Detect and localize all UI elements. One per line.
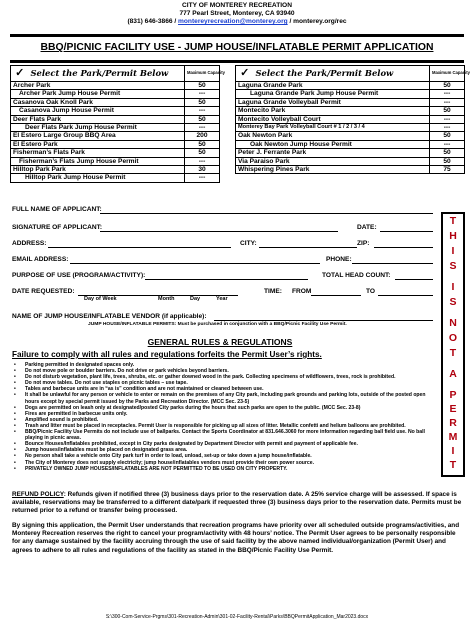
park-capacity: ---	[185, 107, 220, 115]
park-row[interactable]	[11, 132, 220, 140]
day-caption: Day	[190, 296, 201, 302]
park-capacity: 50	[430, 132, 465, 140]
park-row[interactable]	[11, 82, 220, 90]
rule-text: Do not disturb vegetation, plant life, trees, shrubs, etc. or gather downed wood in the park. Collecting specimens of wildflowers, trees, rock is prohibited.	[25, 374, 396, 381]
park-capacity: 50	[185, 98, 220, 106]
park-name: Via Paraiso Park	[236, 157, 430, 165]
select-park-label: Select the Park/Permit Below	[29, 66, 185, 82]
bullet-icon: •	[14, 453, 16, 460]
time-from-field[interactable]	[311, 295, 361, 296]
park-name: Montecito Park	[236, 107, 430, 115]
rule-text: PRIVATELY OWNED JUMP HOUSES/INFLATABLES ARE NOT PERMITTED TO BE USED ON CITY PROPERTY.	[25, 465, 288, 472]
banner-letter: N	[449, 317, 457, 329]
bullet-icon: •	[14, 429, 16, 436]
banner-letter: H	[449, 230, 457, 242]
rule-text: BBQ/Picnic Facility Use Permits do not include use of ballparks. Contact the Sports Coordinator at 831.646.3060 for more information regarding ball field use. No ball playing in picnic areas.	[25, 429, 425, 442]
park-row[interactable]	[11, 140, 220, 148]
park-capacity: ---	[430, 90, 465, 98]
park-row[interactable]	[11, 166, 220, 174]
org-contact	[0, 19, 474, 26]
park-row[interactable]	[236, 107, 465, 115]
park-row[interactable]	[236, 149, 465, 157]
email-label: EMAIL ADDRESS:	[12, 256, 69, 263]
total-head-label: TOTAL HEAD COUNT:	[322, 272, 391, 279]
park-row[interactable]	[236, 140, 465, 148]
park-row[interactable]	[11, 98, 220, 106]
park-row[interactable]	[11, 157, 220, 165]
park-capacity: ---	[185, 174, 220, 182]
signature-field[interactable]	[100, 231, 338, 232]
rule-text: Tables and barbecue units are in “as is” condition and are not maintained or cleaned between use.	[25, 386, 264, 393]
park-name: Monterey Bay Park Volleyball Court # 1 / 2 / 3 / 4	[236, 124, 430, 132]
table-header-row	[236, 66, 465, 82]
banner-letter: E	[449, 403, 457, 415]
purpose-label: PURPOSE OF USE (PROGRAM/ACTIVITY):	[12, 272, 146, 279]
banner-letter: T	[449, 215, 457, 227]
bullet-icon: •	[14, 410, 16, 417]
time-to-field[interactable]	[378, 295, 433, 296]
bullet-icon: •	[14, 368, 16, 375]
rule-text: Fires are permitted in barbecue units only.	[25, 410, 128, 417]
banner-letter: T	[449, 347, 457, 359]
signature-label: SIGNATURE OF APPLICANT:	[12, 224, 103, 231]
purpose-field[interactable]	[145, 279, 308, 280]
banner-letter: S	[449, 260, 457, 272]
banner-letter: I	[451, 445, 455, 457]
bullet-icon: •	[14, 392, 16, 399]
rule-text: Dogs are permitted on leash only at designated/posted City parks during the hours that such parks are open to the public. (MCC Sec. 23-8)	[25, 404, 361, 411]
park-name: Casanova Jump House Permit	[11, 107, 185, 115]
bullet-icon: •	[14, 362, 16, 368]
bullet-icon: •	[14, 447, 16, 454]
org-name: CITY OF MONTEREY RECREATION	[182, 2, 292, 9]
park-capacity: ---	[185, 124, 220, 132]
park-row[interactable]	[236, 90, 465, 98]
org-address: 777 Pearl Street, Monterey, CA 93940	[179, 10, 295, 17]
park-row[interactable]	[11, 149, 220, 157]
park-capacity: ---	[430, 124, 465, 132]
check-mark-icon: ✓	[11, 66, 29, 82]
banner-letter: O	[448, 332, 458, 344]
park-name: Archer Park Jump House Permit	[11, 90, 185, 98]
date-requested-label: DATE REQUESTED:	[12, 288, 75, 295]
park-name: El Estero Park	[11, 140, 185, 148]
bullet-icon: •	[14, 416, 16, 423]
park-name: Fisherman’s Flats Jump House Permit	[11, 157, 185, 165]
rule-text: Bounce Houses/Inflatables prohibited, except in City parks designated by Department Director with permit and payment of applicable fee.	[25, 441, 358, 448]
park-capacity: 75	[430, 166, 465, 174]
park-name: Hilltop Park Jump House Permit	[11, 174, 185, 182]
park-row[interactable]	[11, 115, 220, 123]
agreement-text: By signing this application, the Permit User understands that recreation programs have priority over all scheduled outside programs/activities, and Monterey Recreation reserves the right to cancel your program/activity with 48 hours’ notice. The Permit User agrees to be personally responsible for any damage sustained by the facility accruing through the use of said facility by the above named individual/organization (Permit User) and agrees to adhere to all rules and regulations of the facility as stated in the BBQ/Picnic Facility Use Permit.	[12, 522, 460, 554]
rule-item	[12, 392, 438, 404]
park-capacity: 50	[430, 157, 465, 165]
zip-label: ZIP:	[357, 240, 370, 247]
park-name: El Estero Large Group BBQ Area	[11, 132, 185, 140]
banner-letter: I	[451, 281, 455, 293]
park-capacity: 50	[430, 149, 465, 157]
email-link[interactable]: montereyrecreation@monterey.org	[178, 18, 288, 25]
park-capacity: ---	[430, 140, 465, 148]
park-name: Hilltop Park Park	[11, 166, 185, 174]
time-label: TIME:	[264, 288, 282, 295]
park-capacity: ---	[185, 157, 220, 165]
banner-letter: S	[449, 296, 457, 308]
capacity-header: Maximum Capacity	[185, 66, 220, 82]
select-park-label: Select the Park/Permit Below	[254, 66, 430, 82]
park-name: Whispering Pines Park	[236, 166, 430, 174]
rule-text: Parking permitted in designated spaces only.	[25, 362, 135, 368]
park-row[interactable]	[236, 98, 465, 106]
park-row[interactable]	[236, 124, 465, 132]
file-path-footer: S:\300-Com-Service-Prgms\301-Recreation-Admin\301-02-Facility-Rental\Parks\BBQPermitApplication_Mar2023.docx	[105, 614, 369, 620]
phone-field[interactable]	[352, 263, 433, 264]
park-capacity: ---	[185, 90, 220, 98]
park-capacity: 200	[185, 132, 220, 140]
park-table-right	[235, 65, 470, 174]
phone-label: PHONE:	[326, 256, 352, 263]
park-name: Montecito Volleyball Court	[236, 115, 430, 123]
rule-item	[12, 429, 438, 441]
banner-letter: R	[449, 417, 457, 429]
check-mark-icon: ✓	[236, 66, 254, 82]
park-capacity: 50	[185, 115, 220, 123]
park-name: Deer Flats Park	[11, 115, 185, 123]
rule-text: It shall be unlawful for any person or vehicle to enter or remain on the premises of any City park, including park grounds and parking lots, outside of the posted open hours except by special permit issued by the Parks and Recreation Director. (MCC Sec. 23-5)	[25, 392, 426, 405]
refund-policy	[12, 491, 464, 516]
bullet-icon: •	[14, 404, 16, 411]
park-name: Oak Newton Park	[236, 132, 430, 140]
rule-text: No person shall take a vehicle onto City park turf in order to load, unload, set-up or take down a jump house/inflatable.	[25, 453, 312, 460]
refund-policy-text: : Refunds given if notified three (3) business days prior to the reservation date. A 25% service charge will be assessed. If space is available, reservations may be transferred to a different date/park if requested three (3) business days prior to the reservation date. Permits must be returned prior to a refund or transfer being processed.	[12, 491, 462, 515]
park-name: Oak Newton Jump House Permit	[236, 140, 430, 148]
park-name: Archer Park	[11, 82, 185, 90]
rule-text: Jump houses/inflatables must be placed on designated grass area.	[25, 447, 188, 454]
month-caption: Month	[158, 296, 175, 302]
vendor-note: JUMP HOUSE/INFLATABLE PERMITS: Must be purchased in conjunction with a BBQ/Picnic Facility Use Permit.	[88, 322, 347, 327]
banner-letter: T	[449, 459, 457, 471]
park-row[interactable]	[11, 107, 220, 115]
park-capacity: 50	[185, 149, 220, 157]
org-phone: (831) 646-3866 /	[127, 18, 179, 25]
total-head-field[interactable]	[395, 279, 433, 280]
day-of-week-caption: Day of Week	[84, 296, 117, 302]
full-name-label: FULL NAME OF APPLICANT:	[12, 206, 102, 213]
full-name-field[interactable]	[100, 213, 433, 214]
bullet-icon: •	[14, 422, 16, 429]
rules-title: GENERAL RULES & REGULATIONS	[147, 337, 293, 347]
park-row[interactable]	[236, 132, 465, 140]
park-row[interactable]	[11, 124, 220, 132]
banner-letter: A	[449, 368, 457, 380]
bullet-icon: •	[14, 386, 16, 393]
park-capacity: ---	[430, 115, 465, 123]
page-title: BBQ/PICNIC FACILITY USE - JUMP HOUSE/INFLATABLE PERMIT APPLICATION	[40, 42, 434, 53]
park-name: Laguna Grande Park Jump House Permit	[236, 90, 430, 98]
banner-letter: P	[449, 389, 457, 401]
park-name: Casanova Oak Knoll Park	[11, 98, 185, 106]
vendor-label: NAME OF JUMP HOUSE/INFLATABLE VENDOR (if applicable):	[12, 313, 207, 320]
banner-letter: M	[448, 431, 458, 443]
refund-policy-label: REFUND POLICY	[12, 491, 64, 498]
rule-text: Trash and litter must be placed in receptacles. Permit User is responsible for picking up all sizes of litter. Metallic confetti and helium balloons are prohibited.	[25, 422, 406, 429]
bullet-icon: •	[14, 380, 16, 387]
rules-list	[12, 362, 438, 472]
park-capacity: 50	[185, 140, 220, 148]
park-row[interactable]	[236, 82, 465, 90]
email-field[interactable]	[70, 263, 320, 264]
park-row[interactable]	[236, 157, 465, 165]
city-label: CITY:	[240, 240, 257, 247]
address-label: ADDRESS:	[12, 240, 47, 247]
year-caption: Year	[216, 296, 228, 302]
to-label: TO	[366, 288, 376, 295]
park-name: Deer Flats Park Jump House Permit	[11, 124, 185, 132]
park-row[interactable]	[11, 90, 220, 98]
park-row[interactable]	[236, 115, 465, 123]
bullet-icon: •	[14, 441, 16, 448]
rule-text: The City of Monterey does not supply electricity; jump house/inflatables vendors must provide their own power source.	[25, 459, 314, 466]
park-capacity: 30	[185, 166, 220, 174]
park-capacity: 50	[430, 82, 465, 90]
rule-item	[12, 466, 438, 472]
park-name: Laguna Grande Park	[236, 82, 430, 90]
bullet-icon: •	[14, 374, 16, 381]
banner-letter: I	[451, 245, 455, 257]
rules-warning: Failure to comply with all rules and regulations forfeits the Permit User’s rights.	[12, 350, 322, 359]
capacity-header: Maximum Capacity	[430, 66, 465, 82]
date-field[interactable]	[380, 231, 433, 232]
city-field[interactable]	[259, 247, 357, 248]
park-row[interactable]	[11, 174, 220, 182]
rule-text: Do not move tables. Do not use staples on picnic tables – use tape.	[25, 380, 188, 387]
date-label: DATE:	[357, 224, 377, 231]
park-name: Peter J. Ferrante Park	[236, 149, 430, 157]
park-name: Laguna Grande Volleyball Permit	[236, 98, 430, 106]
from-label: FROM	[292, 288, 312, 295]
rule-text: Do not move pole or boulder barriers. Do not drive or park vehicles beyond barriers.	[25, 368, 229, 375]
bullet-icon: •	[14, 459, 16, 466]
zip-field[interactable]	[374, 247, 433, 248]
park-capacity: ---	[430, 98, 465, 106]
bullet-icon: •	[14, 465, 16, 472]
park-capacity: 50	[185, 82, 220, 90]
website-text: / monterey.org/rec	[287, 18, 347, 25]
vendor-field[interactable]	[214, 320, 433, 321]
address-field[interactable]	[48, 247, 231, 248]
park-name: Fisherman’s Flats Park	[11, 149, 185, 157]
park-capacity: 50	[430, 107, 465, 115]
rule-text: Amplified sound is prohibited.	[25, 416, 99, 423]
table-header-row	[11, 66, 220, 82]
park-table-left	[10, 65, 225, 183]
park-row[interactable]	[236, 166, 465, 174]
